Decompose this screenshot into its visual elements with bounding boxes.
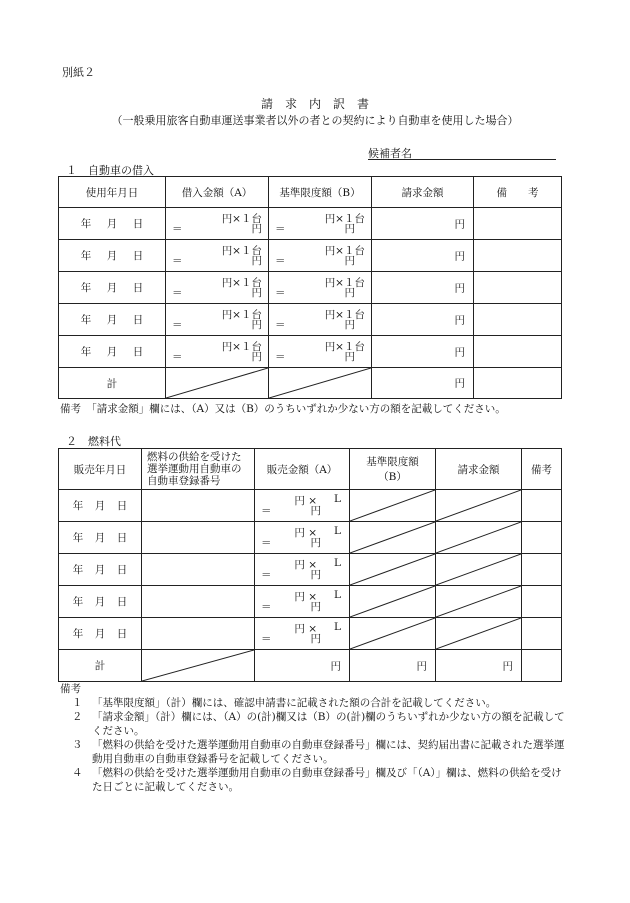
table-row [59,586,562,618]
page-title: 請 求 内 訳 書 [260,97,369,111]
equals-sign: ＝ [261,505,272,517]
equals-sign: ＝ [275,351,286,363]
yen-unit: 円 [251,319,262,331]
month-label: 月 [106,250,118,262]
month-label: 月 [106,346,118,358]
header-cell: 販売年月日 [59,449,142,490]
year-label: 年 [80,346,92,358]
yen-unit: 円 [344,287,355,299]
header-cell: 燃料の供給を受けた選挙運動用自動車の自動車登録番号 [142,449,255,490]
month-label: 月 [106,282,118,294]
month-label: 月 [94,596,106,608]
note-item [72,710,570,738]
limit-amount-cell[interactable] [269,304,372,336]
yen-unit: 円 [251,351,262,363]
header-cell: 使用年月日 [59,177,166,208]
amount-cell[interactable] [372,336,474,368]
yen-unit: 円 [310,505,321,517]
total-row [59,368,562,399]
day-label: 日 [116,596,128,608]
yen-unit: 円 [416,660,427,672]
rental-amount-cell[interactable] [166,336,269,368]
note-number: ３ [72,739,83,751]
empty-cell [436,522,522,554]
liter-unit: L [334,557,341,569]
fuel-cost-table [58,448,562,682]
equals-sign: ＝ [172,319,183,331]
total-row [59,650,562,682]
note-text: 「基準限度額」（計）欄には、確認申請書に記載された額の合計を記載してください。 [92,697,497,709]
remarks-cell[interactable] [522,650,562,682]
remarks-cell[interactable] [522,490,562,522]
registration-number-cell[interactable] [142,490,255,522]
header-cell: 借入金額（A） [166,177,269,208]
note-text: 「燃料の供給を受けた選挙運動用自動車の自動車登録番号」欄には、契約届出書に記載された選挙運動用自動車の自動車登録番号を記載してください。 [92,739,565,765]
empty-cell [142,650,255,682]
year-label: 年 [72,628,84,640]
table-row [59,336,562,368]
equals-sign: ＝ [275,319,286,331]
amount-cell[interactable] [372,208,474,240]
empty-cell [350,586,436,618]
date-cell[interactable] [59,586,142,618]
remarks-cell[interactable] [474,304,562,336]
note-number: ４ [72,767,83,779]
remarks-cell[interactable] [474,368,562,399]
yen-unit: 円 [344,255,355,267]
yen-unit: 円 [454,314,465,326]
remarks-cell[interactable] [522,554,562,586]
year-label: 年 [80,314,92,326]
yen-unit: 円 [344,223,355,235]
day-label: 日 [132,314,144,326]
yen-unit: 円 [310,569,321,581]
header-cell: 販売金額（A） [255,449,350,490]
unit-label: 円×１台 [324,309,365,321]
equals-sign: ＝ [261,537,272,549]
equals-sign: ＝ [261,633,272,645]
notes-heading: 備考 [60,683,81,695]
candidate-label-text: 候補者名 [368,147,412,160]
date-cell[interactable] [59,272,166,304]
amount-cell[interactable] [255,650,350,682]
year-label: 年 [72,596,84,608]
unit-label: 円 × [294,495,317,507]
total-label: 計 [59,650,142,682]
unit-label: 円×１台 [324,341,365,353]
sales-amount-cell[interactable] [255,618,350,650]
sales-amount-cell[interactable] [255,554,350,586]
remarks-cell[interactable] [474,240,562,272]
remarks-cell[interactable] [522,522,562,554]
registration-number-cell[interactable] [142,522,255,554]
month-label: 月 [94,564,106,576]
sales-amount-cell[interactable] [255,522,350,554]
equals-sign: ＝ [261,569,272,581]
liter-unit: L [334,589,341,601]
equals-sign: ＝ [172,287,183,299]
table-row [59,304,562,336]
day-label: 日 [132,346,144,358]
remarks-cell[interactable] [522,618,562,650]
date-cell[interactable] [59,240,166,272]
unit-label: 円×１台 [324,213,365,225]
amount-cell[interactable] [372,304,474,336]
note-text: 「請求金額」（計）欄には、（A）の(計)欄又は（B）の(計)欄のうちいずれか少ない方の額を記載してください。 [92,711,565,737]
header-cell: 備 考 [474,177,562,208]
empty-cell [436,490,522,522]
year-label: 年 [72,532,84,544]
yen-unit: 円 [344,351,355,363]
unit-label: 円×１台 [221,245,262,257]
unit-label: 円 × [294,559,317,571]
equals-sign: ＝ [172,351,183,363]
year-label: 年 [80,282,92,294]
empty-cell [436,618,522,650]
remarks-cell[interactable] [474,272,562,304]
registration-number-cell[interactable] [142,586,255,618]
registration-number-cell[interactable] [142,554,255,586]
rental-amount-cell[interactable] [166,272,269,304]
date-cell[interactable] [59,554,142,586]
note-number: １ [72,697,83,709]
candidate-name-label [368,145,556,160]
sales-amount-cell[interactable] [255,490,350,522]
day-label: 日 [132,218,144,230]
empty-cell [350,490,436,522]
header-cell: 基準限度額（B） [350,449,436,490]
header-cell: 請求金額 [372,177,474,208]
table-row [59,618,562,650]
section1-note: 備考 「請求金額」欄には、（A）又は（B）のうちいずれか少ない方の額を記載してください。 [60,403,506,415]
month-label: 月 [94,532,106,544]
month-label: 月 [94,500,106,512]
date-cell[interactable] [59,336,166,368]
unit-label: 円 × [294,623,317,635]
day-label: 日 [116,564,128,576]
yen-unit: 円 [454,218,465,230]
empty-cell [166,368,269,399]
unit-label: 円×１台 [221,213,262,225]
equals-sign: ＝ [172,223,183,235]
year-label: 年 [72,564,84,576]
table-row [59,554,562,586]
header-cell: 基準限度額（B） [269,177,372,208]
empty-cell [269,368,372,399]
yen-unit: 円 [502,660,513,672]
unit-label: 円 × [294,591,317,603]
note-number: ２ [72,711,83,723]
unit-label: 円×１台 [221,309,262,321]
yen-unit: 円 [251,287,262,299]
liter-unit: L [334,493,341,505]
vehicle-rental-table [58,176,562,399]
year-label: 年 [80,250,92,262]
year-label: 年 [72,500,84,512]
rental-amount-cell[interactable] [166,240,269,272]
equals-sign: ＝ [172,255,183,267]
date-cell[interactable] [59,522,142,554]
note-item [72,738,570,766]
yen-unit: 円 [310,633,321,645]
day-label: 日 [132,250,144,262]
remarks-cell[interactable] [474,336,562,368]
yen-unit: 円 [251,223,262,235]
table-row [59,490,562,522]
yen-unit: 円 [330,660,341,672]
empty-cell [436,586,522,618]
equals-sign: ＝ [261,601,272,613]
note-item [72,696,570,710]
header-cell: 請求金額 [436,449,522,490]
amount-cell[interactable] [350,650,436,682]
amount-cell[interactable] [372,272,474,304]
total-label: 計 [59,368,166,399]
limit-amount-cell[interactable] [269,336,372,368]
table-row [59,208,562,240]
unit-label: 円 × [294,527,317,539]
empty-cell [436,554,522,586]
table-row [59,272,562,304]
date-cell[interactable] [59,304,166,336]
unit-label: 円×１台 [324,277,365,289]
day-label: 日 [116,532,128,544]
day-label: 日 [116,500,128,512]
unit-label: 円×１台 [221,277,262,289]
registration-number-cell[interactable] [142,618,255,650]
section2-heading: ２ 燃料代 [66,435,121,448]
empty-cell [350,618,436,650]
amount-cell[interactable] [372,240,474,272]
rental-amount-cell[interactable] [166,208,269,240]
amount-cell[interactable] [436,650,522,682]
table-header-row [59,177,562,208]
section1-heading: １ 自動車の借入 [66,164,154,177]
equals-sign: ＝ [275,255,286,267]
year-label: 年 [80,218,92,230]
table-row [59,522,562,554]
date-cell[interactable] [59,490,142,522]
yen-unit: 円 [251,255,262,267]
limit-amount-cell[interactable] [269,272,372,304]
equals-sign: ＝ [275,287,286,299]
rental-amount-cell[interactable] [166,304,269,336]
yen-unit: 円 [454,282,465,294]
date-cell[interactable] [59,618,142,650]
yen-unit: 円 [310,601,321,613]
limit-amount-cell[interactable] [269,208,372,240]
attachment-label: 別紙２ [62,66,95,79]
unit-label: 円×１台 [324,245,365,257]
day-label: 日 [132,282,144,294]
empty-cell [350,554,436,586]
note-text: 「燃料の供給を受けた選挙運動用自動車の自動車登録番号」欄及び「（A）」欄は、燃料の供給を受けた日ごとに記載してください。 [92,767,562,793]
remarks-cell[interactable] [474,208,562,240]
empty-cell [350,522,436,554]
page-subtitle: （一般乗用旅客自動車運送事業者以外の者との契約により自動車を使用した場合） [111,114,519,127]
month-label: 月 [94,628,106,640]
note-item [72,766,570,794]
day-label: 日 [116,628,128,640]
table-header-row [59,449,562,490]
month-label: 月 [106,218,118,230]
yen-unit: 円 [344,319,355,331]
liter-unit: L [334,525,341,537]
month-label: 月 [106,314,118,326]
liter-unit: L [334,621,341,633]
yen-unit: 円 [310,537,321,549]
yen-unit: 円 [454,346,465,358]
remarks-cell[interactable] [522,586,562,618]
table-row [59,240,562,272]
yen-unit: 円 [454,250,465,262]
sales-amount-cell[interactable] [255,586,350,618]
unit-label: 円×１台 [221,341,262,353]
yen-unit: 円 [454,377,465,390]
equals-sign: ＝ [275,223,286,235]
amount-cell[interactable] [372,368,474,399]
header-cell: 備考 [522,449,562,490]
date-cell[interactable] [59,208,166,240]
limit-amount-cell[interactable] [269,240,372,272]
